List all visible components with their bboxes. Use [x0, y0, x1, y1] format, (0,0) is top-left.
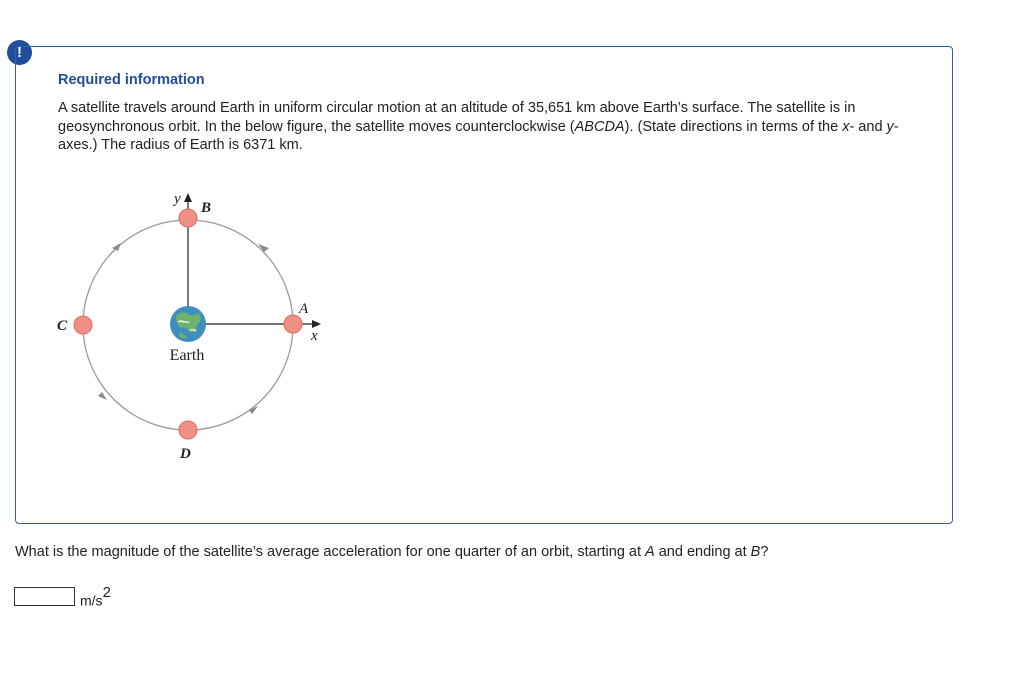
label-a: A [299, 301, 309, 317]
orbit-arrow-bc [112, 243, 121, 251]
answer-unit: $m/s^2$ [80, 584, 111, 609]
label-d: D [180, 446, 191, 462]
info-description: A satellite travels around Earth in uniform circular motion at an altitude of 35,651 km above Earth’s surface. The satellite is in geosynchronous orbit. In the below figure, the satellite moves counterclockwise (ABCDA). (State directions in terms of the x- and y-axes.) The radius of Earth is 6371 km. [58, 100, 899, 153]
y-axis-arrowhead [184, 193, 192, 202]
earth-label: Earth [169, 347, 205, 364]
alert-icon: ! [7, 40, 32, 65]
orbit-diagram [40, 180, 340, 470]
label-b: B [201, 200, 212, 216]
label-c: C [57, 318, 68, 334]
satellite-c [74, 316, 92, 334]
x-axis-arrowhead [312, 320, 321, 328]
orbit-arrow-cd [98, 392, 107, 400]
y-axis-label: y [174, 191, 181, 207]
answer-input[interactable] [14, 587, 75, 606]
question-text: What is the magnitude of the satellite’s average acceleration for one quarter of an orbit, starting at A and ending at B? [15, 544, 769, 560]
satellite-d [179, 421, 197, 439]
satellite-a [284, 315, 302, 333]
info-title: Required information [58, 72, 205, 88]
satellite-b [179, 209, 197, 227]
x-axis-label: x [311, 328, 318, 344]
